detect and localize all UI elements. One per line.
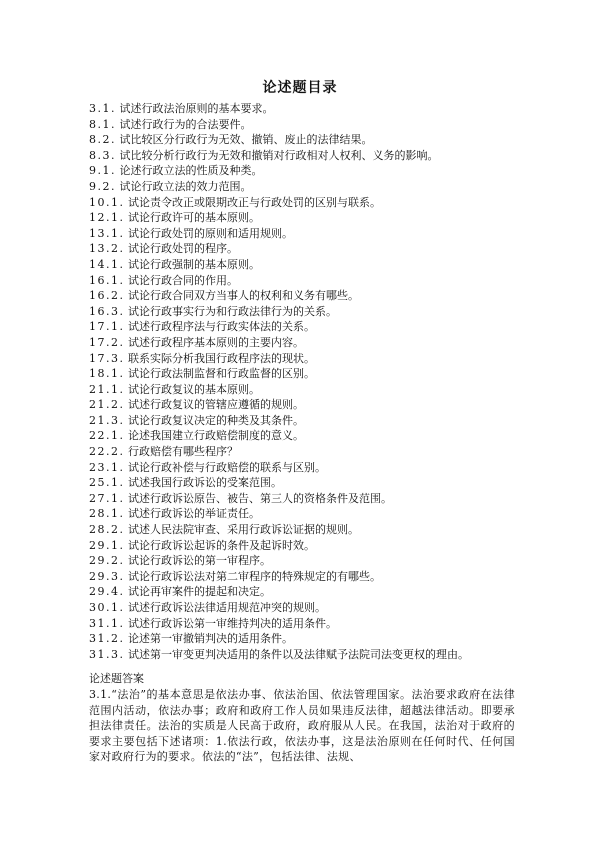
toc-item — [89, 273, 529, 289]
document-title: 论述题目录 — [262, 80, 338, 96]
toc-item — [89, 257, 529, 273]
toc-item-text: 试论行政许可的基本原则。 — [128, 211, 260, 225]
toc-item — [89, 226, 529, 242]
toc-item-number: 17.3. — [89, 351, 125, 365]
toc-item — [89, 241, 529, 257]
toc-item-text: 试论行政补偿与行政赔偿的联系与区别。 — [128, 460, 326, 474]
toc-item-number: 14.1. — [89, 257, 125, 271]
toc-item-text: 试述我国行政诉讼的受案范围。 — [128, 476, 282, 490]
toc-item-number: 9.1. — [89, 164, 116, 178]
toc-item-text: 论述我国建立行政赔偿制度的意义。 — [128, 429, 304, 443]
toc-item-number: 31.2. — [89, 632, 125, 646]
toc-item — [89, 117, 529, 133]
toc-item — [89, 600, 529, 616]
toc-item — [89, 616, 529, 632]
toc-item — [89, 304, 529, 320]
toc-item-number: 21.2. — [89, 398, 125, 412]
toc-item-number: 25.1. — [89, 476, 125, 490]
toc-item-text: 试述行政行为的合法要件。 — [119, 117, 252, 131]
toc-item — [89, 460, 529, 476]
toc-item-number: 28.1. — [89, 507, 125, 521]
table-of-contents — [89, 101, 529, 662]
toc-item-text: 试述第一审变更判决适用的条件以及法律赋予法院司法变更权的理由。 — [128, 647, 469, 661]
toc-item-text: 试比较分析行政行为无效和撤销对行政相对人权利、义务的影响。 — [119, 148, 439, 162]
toc-item-text: 试论行政诉讼起诉的条件及起诉时效。 — [128, 538, 315, 552]
toc-item-text: 试述行政诉讼法律适用规范冲突的规则。 — [128, 601, 326, 614]
toc-item-text: 试论责令改正或限期改正与行政处罚的区别与联系。 — [128, 195, 381, 209]
toc-item-number: 16.1. — [89, 273, 125, 287]
toc-item-text: 试论行政法制监督和行政监督的区别。 — [128, 367, 315, 381]
toc-item-number: 16.3. — [89, 304, 125, 318]
toc-item — [89, 382, 529, 398]
toc-item-text: 试论行政诉讼的第一审程序。 — [128, 554, 271, 568]
toc-item-text: 试述行政法治原则的基本要求。 — [119, 102, 274, 115]
toc-item-text: 试论行政立法的效力范围。 — [119, 179, 252, 193]
toc-item-text: 试论行政诉讼法对第二审程序的特殊规定的有哪些。 — [128, 569, 381, 583]
toc-item-number: 12.1. — [89, 211, 125, 225]
toc-item — [89, 584, 529, 600]
answers-heading: 论述题答案 — [89, 672, 144, 685]
toc-item-number: 10.1. — [89, 195, 125, 209]
toc-item — [89, 335, 529, 351]
toc-item-number: 30.1. — [89, 601, 125, 614]
toc-item — [89, 647, 529, 663]
toc-item — [89, 163, 529, 179]
toc-item-number: 17.1. — [89, 320, 125, 334]
toc-item-number: 23.1. — [89, 460, 125, 474]
toc-item — [89, 413, 529, 429]
toc-item-number: 8.1. — [89, 117, 116, 131]
toc-item-number: 17.2. — [89, 335, 125, 349]
toc-item-number: 21.3. — [89, 413, 125, 427]
toc-item-text: 试论行政处罚的程序。 — [128, 242, 238, 256]
toc-item — [89, 319, 529, 335]
toc-item — [89, 506, 529, 522]
toc-item-text: 试述行政程序基本原则的主要内容。 — [128, 335, 304, 349]
toc-item — [89, 397, 529, 413]
toc-item — [89, 475, 529, 491]
toc-item-number: 29.2. — [89, 554, 125, 568]
toc-item-text: 试述行政诉讼第一审维持判决的适用条件。 — [128, 616, 337, 630]
toc-item-number: 18.1. — [89, 367, 125, 381]
toc-item — [89, 179, 529, 195]
toc-item-text: 试论行政合同双方当事人的权利和义务有哪些。 — [128, 289, 359, 303]
toc-item-number: 22.2. — [89, 445, 125, 459]
toc-item-number: 21.1. — [89, 382, 125, 396]
toc-item — [89, 569, 529, 585]
toc-item-text: 试论行政合同的作用。 — [128, 273, 238, 287]
toc-item-text: 联系实际分析我国行政程序法的现状。 — [128, 351, 315, 365]
toc-item — [89, 195, 529, 211]
toc-item-text: 试论行政事实行为和行政法律行为的关系。 — [128, 304, 337, 318]
toc-item-number: 29.1. — [89, 538, 125, 552]
toc-item — [89, 491, 529, 507]
toc-item-number: 31.3. — [89, 647, 125, 661]
toc-item — [89, 351, 529, 367]
toc-item — [89, 444, 529, 460]
toc-item-text: 试述行政诉讼原告、被告、第三人的资格条件及范围。 — [128, 491, 392, 505]
toc-item — [89, 148, 529, 164]
toc-item-text: 行政赔偿有哪些程序？ — [128, 445, 238, 459]
toc-item — [89, 210, 529, 226]
toc-item-text: 试述人民法院审查、采用行政诉讼证据的规则。 — [128, 523, 359, 537]
toc-item-text: 试论行政处罚的原则和适用规则。 — [128, 226, 293, 240]
toc-item-number: 8.3. — [89, 148, 116, 162]
toc-item-text: 论述行政立法的性质及种类。 — [119, 164, 263, 178]
toc-item-number: 29.3. — [89, 569, 125, 583]
toc-item-number: 13.2. — [89, 242, 125, 256]
toc-item — [89, 553, 529, 569]
toc-item-text: 试述行政复议的管辖应遵循的规则。 — [128, 398, 304, 412]
toc-item — [89, 522, 529, 538]
toc-item-number: 27.1. — [89, 491, 125, 505]
toc-item — [89, 538, 529, 554]
toc-item-number: 3.1. — [89, 102, 116, 115]
toc-item — [89, 288, 529, 304]
toc-item-text: 试比较区分行政行为无效、撤销、废止的法律结果。 — [119, 133, 373, 147]
toc-item-number: 28.2. — [89, 523, 125, 537]
toc-item-text: 试述行政诉讼的举证责任。 — [128, 507, 260, 521]
toc-item-number: 29.4. — [89, 585, 125, 599]
toc-item-text: 试述行政程序法与行政实体法的关系。 — [128, 320, 315, 334]
toc-item — [89, 631, 529, 647]
toc-item-number: 31.1. — [89, 616, 125, 630]
toc-item-text: 试论行政复议的基本原则。 — [128, 382, 260, 396]
toc-item-number: 8.2. — [89, 133, 116, 147]
toc-item-text: 试论行政复议决定的种类及其条件。 — [128, 413, 304, 427]
toc-item-number: 16.2. — [89, 289, 125, 303]
toc-item — [89, 132, 529, 148]
toc-item-text: 试论行政强制的基本原则。 — [128, 257, 260, 271]
toc-item-number: 22.1. — [89, 429, 125, 443]
toc-item-text: 论述第一审撤销判决的适用条件。 — [128, 632, 293, 646]
toc-item — [89, 428, 529, 444]
toc-item — [89, 101, 529, 117]
toc-item-number: 13.1. — [89, 226, 125, 240]
toc-item — [89, 366, 529, 382]
toc-item-text: 试论再审案件的提起和决定。 — [128, 585, 271, 599]
toc-item-number: 9.2. — [89, 179, 116, 193]
answer-paragraph: 3.1.“法治”的基本意思是依法办事、依法治国、依法管理国家。法治要求政府在法律范围内活动，依法办事；政府和政府工作人员如果违反法律，超越法律活动。即要承担法律责任。法治的实质是人民高于政府，政府服从人民。在我国，法治对于政府的要求主要包括下述诸项：1.依法行政，依法办事，这是法治原则在任何时代、任何国家对政府行为的要求。依法的“法”，包括法律、法规、 — [89, 688, 515, 764]
